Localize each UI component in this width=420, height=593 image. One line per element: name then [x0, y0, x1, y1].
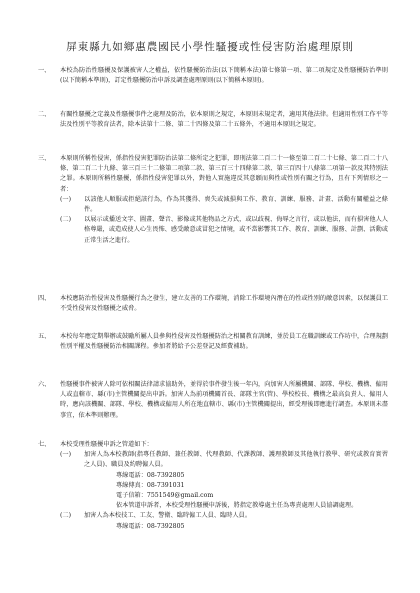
subsection-item: [60, 450, 388, 470]
section-number: 四、: [38, 295, 51, 302]
subsection-list: [38, 450, 388, 532]
contact-fax: 專線傳真：08-7391031: [116, 481, 185, 489]
subsection-text: 加害人為本校教師(指專任教師、兼任教師、代理教師、代課教師、護理教師及其他執行教學、研究或教育實習之人員)、職員及約聘僱人員。: [84, 451, 388, 469]
section-7: [38, 440, 388, 532]
subsection-number: (一): [60, 195, 72, 203]
section-number: 二、: [38, 111, 51, 118]
contact-block: [60, 522, 388, 532]
section-number: 六、: [38, 381, 51, 388]
section-2: [38, 110, 388, 130]
contact-block: [60, 471, 388, 512]
contact-phone: 專線電話：08-7392805: [116, 522, 185, 530]
section-text: 本校受理性騷擾申訴之管道如下：: [60, 441, 153, 448]
subsection-number: (二): [60, 216, 72, 224]
contact-note: 依本管道申訴者，本校受理性騷擾申訴後，將指定教導處主任為專責處理人員協調處理。: [116, 502, 358, 510]
subsection-item: [60, 511, 388, 521]
contact-email: 電子信箱：7551549@gmail.com: [116, 492, 214, 500]
subsection-list: [38, 195, 388, 246]
subsection-text: 以展示或播送文字、圖畫、聲音、影像或其他物品之方式，或以歧視、侮辱之言行，或以他法，而有損害他人人格尊嚴，或造成使人心生畏怖、感受敵意或冒犯之情境，或不當影響其工作、教育、訓練、服務、計劃、活動或正常生活之進行。: [84, 216, 388, 244]
section-text: 有關性騷擾之定義及性騷擾事件之處理及防治，依本原則之規定，本原則未規定者，適用其他法律。但適用性別工作平等法及性別平等教育法者，除本法第十二條、第二十四條及第二十五條外，不適用本原則之規定。: [60, 111, 388, 129]
section-number: 一、: [38, 67, 51, 74]
section-text: 本校為防治性騷擾及保護被害人之權益，依性騷擾防治法(以下簡稱本法)第七條第一項、第二項規定及性騷擾防治準則(以下簡稱本準則)，訂定性騷擾防治申訴及調查處理原則(以下簡稱本原則)。: [60, 67, 388, 85]
section-5: [38, 332, 388, 352]
subsection-text: 加害人為本校技工、工友、警衛、臨時僱工人員、臨時人員。: [84, 512, 252, 520]
section-1: [38, 66, 388, 86]
subsection-item: [60, 195, 388, 215]
section-text: 性騷擾事件被害人除可依相關法律請求協助外，並得於事件發生後一年內，向加害人所屬機關、部隊、學校、機構、僱用人或直轄市、縣(市)主管機關提出申訴。加害人為前項機關首長、部隊主官(管)、學校校長、機構之最高負責人、僱用人時，應向該機關、部隊、學校、機構或僱用人所在地直轄市、縣(市)主管機關提出，經受理後即應進行調查。本原則未盡事宜，依本準則辦理。: [60, 381, 388, 419]
section-4: [38, 294, 388, 314]
document-title: 屏東縣九如鄉惠農國民小學性騷擾或性侵害防治處理原則: [66, 41, 354, 53]
section-number: 三、: [38, 155, 51, 162]
contact-phone: 專線電話：08-7392805: [116, 471, 185, 479]
subsection-number: (一): [60, 451, 72, 459]
section-number: 七、: [38, 441, 51, 448]
section-text: 本原則所稱性侵害，係指性侵害犯罪防治法第二條所定之犯罪，即刑法第二百二十一條至第二百二十七條、第二百二十八條、第二百二十九條、第三百三十二條第二項第二款、第三百三十四條第二款、第三百四十八條第二項第一款及其特別法之罪。本原則所稱性騷擾，係指性侵害犯罪以外，對他人實施違反其意願而與性或性別有關之行為，且有下列情形之一者：: [60, 155, 388, 193]
subsection-text: 以該他人順服或拒絕該行為，作為其獲得、喪失或減損與工作、教育、訓練、服務、計畫、活動有關權益之條件。: [84, 195, 388, 214]
subsection-number: (二): [60, 512, 72, 520]
section-3: [38, 154, 388, 246]
section-text: 本校每年應定期舉辦或鼓勵所屬人員參與性侵害及性騷擾防治之相關教育訓練，並於員工在職訓練或工作坊中，合理規劃性別平權及性騷擾防治相關課程。參加者將給予公差登記及經費補助。: [60, 333, 388, 351]
section-number: 五、: [38, 333, 51, 340]
subsection-item: [60, 215, 388, 246]
section-text: 本校應防治性侵害及性騷擾行為之發生，建立友善的工作環境，消除工作環境內潛在的性或性別的敵意因素，以保護員工不受性侵害及性騷擾之威脅。: [60, 295, 388, 313]
section-6: [38, 380, 388, 421]
